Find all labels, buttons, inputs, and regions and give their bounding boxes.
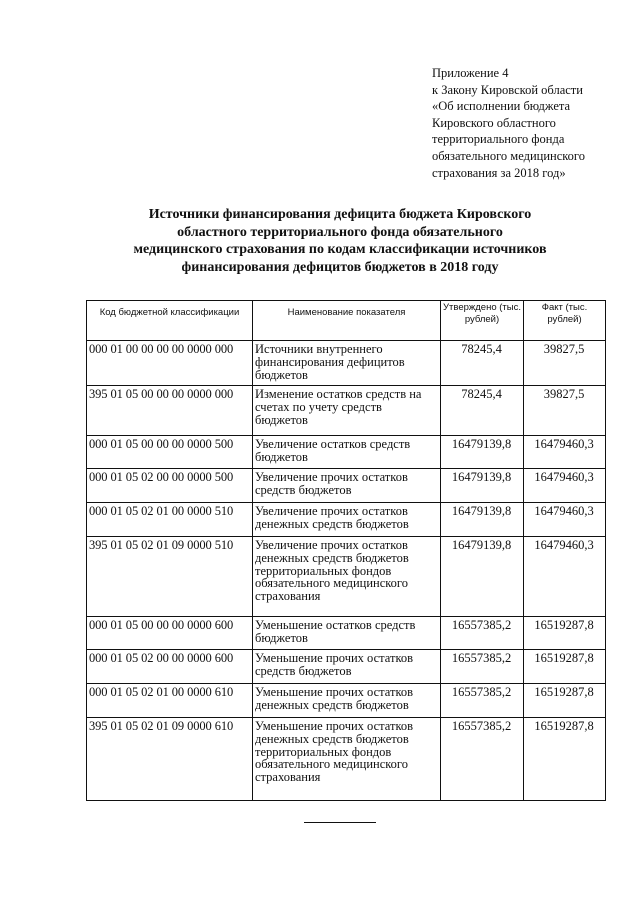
table-row — [87, 718, 606, 801]
cell-fact: 16519287,8 — [524, 650, 606, 684]
title-line: Источники финансирования дефицита бюджета Кировского — [148, 207, 532, 222]
cell-fact: 39827,5 — [524, 341, 606, 386]
appendix-line: Приложение 4 — [432, 66, 509, 80]
table-row — [87, 386, 606, 436]
sources-table — [86, 300, 606, 801]
appendix-line: Кировского областного — [432, 115, 556, 130]
appendix-line: обязательного медицинского — [432, 148, 586, 163]
cell-code: 000 01 05 00 00 00 0000 500 — [87, 436, 253, 469]
cell-code: 395 01 05 02 01 09 0000 610 — [87, 718, 253, 801]
appendix-line: «Об исполнении бюджета — [432, 99, 571, 114]
cell-name: Увеличение прочих остатков денежных средств бюджетов — [253, 503, 441, 537]
cell-code: 000 01 05 02 01 00 0000 610 — [87, 684, 253, 718]
cell-name: Увеличение прочих остатков средств бюджетов — [253, 469, 441, 503]
cell-name: Уменьшение прочих остатков средств бюджетов — [253, 650, 441, 684]
cell-code: 395 01 05 00 00 00 0000 000 — [87, 386, 253, 436]
table-row — [87, 684, 606, 718]
cell-fact: 39827,5 — [524, 386, 606, 436]
header-fact: Факт (тыс. рублей) — [524, 301, 606, 341]
table-row — [87, 341, 606, 386]
cell-fact: 16479460,3 — [524, 503, 606, 537]
cell-fact: 16479460,3 — [524, 436, 606, 469]
cell-name: Уменьшение прочих остатков денежных средств бюджетов территориальных фондов обязательного медицинского страхования — [253, 718, 441, 801]
cell-name: Увеличение прочих остатков денежных средств бюджетов территориальных фондов обязательного медицинского страхования — [253, 537, 441, 617]
table-row — [87, 617, 606, 650]
table-row — [87, 436, 606, 469]
cell-code: 000 01 05 02 00 00 0000 600 — [87, 650, 253, 684]
table-row — [87, 650, 606, 684]
cell-name: Уменьшение остатков средств бюджетов — [253, 617, 441, 650]
closing-rule — [304, 822, 376, 823]
cell-approved: 16557385,2 — [441, 650, 524, 684]
table-row — [87, 537, 606, 617]
cell-code: 000 01 05 02 01 00 0000 510 — [87, 503, 253, 537]
table-row — [87, 469, 606, 503]
cell-fact: 16479460,3 — [524, 537, 606, 617]
appendix-line: к Закону Кировской области — [432, 82, 583, 97]
appendix-note — [432, 65, 632, 181]
cell-fact: 16519287,8 — [524, 684, 606, 718]
appendix-line: страхования за 2018 год» — [432, 165, 566, 180]
cell-approved: 16479139,8 — [441, 469, 524, 503]
cell-approved: 16479139,8 — [441, 537, 524, 617]
cell-code: 000 01 00 00 00 00 0000 000 — [87, 341, 253, 386]
title-line: областного территориального фонда обязательного — [177, 224, 503, 240]
cell-fact: 16519287,8 — [524, 718, 606, 801]
cell-approved: 78245,4 — [441, 386, 524, 436]
cell-name: Изменение остатков средств на счетах по учету средств бюджетов — [253, 386, 441, 436]
cell-approved: 16479139,8 — [441, 436, 524, 469]
document-title — [105, 206, 575, 276]
cell-code: 000 01 05 02 00 00 0000 500 — [87, 469, 253, 503]
title-line: медицинского страхования по кодам классификации источников — [133, 242, 547, 257]
cell-name: Уменьшение прочих остатков денежных средств бюджетов — [253, 684, 441, 718]
cell-fact: 16479460,3 — [524, 469, 606, 503]
cell-name: Увеличение остатков средств бюджетов — [253, 436, 441, 469]
cell-approved: 16557385,2 — [441, 617, 524, 650]
header-approved: Утверждено (тыс. рублей) — [441, 301, 524, 341]
cell-approved: 16557385,2 — [441, 684, 524, 718]
cell-name: Источники внутреннего финансирования дефицитов бюджетов — [253, 341, 441, 386]
cell-approved: 16557385,2 — [441, 718, 524, 801]
header-name: Наименование показателя — [253, 301, 441, 341]
header-code: Код бюджетной классификации — [87, 301, 253, 341]
cell-code: 395 01 05 02 01 09 0000 510 — [87, 537, 253, 617]
appendix-line: территориального фонда — [432, 132, 565, 147]
title-line: финансирования дефицитов бюджетов в 2018 году — [181, 259, 499, 275]
cell-fact: 16519287,8 — [524, 617, 606, 650]
cell-approved: 78245,4 — [441, 341, 524, 386]
table-header-row — [87, 301, 606, 341]
cell-code: 000 01 05 00 00 00 0000 600 — [87, 617, 253, 650]
cell-approved: 16479139,8 — [441, 503, 524, 537]
table-row — [87, 503, 606, 537]
